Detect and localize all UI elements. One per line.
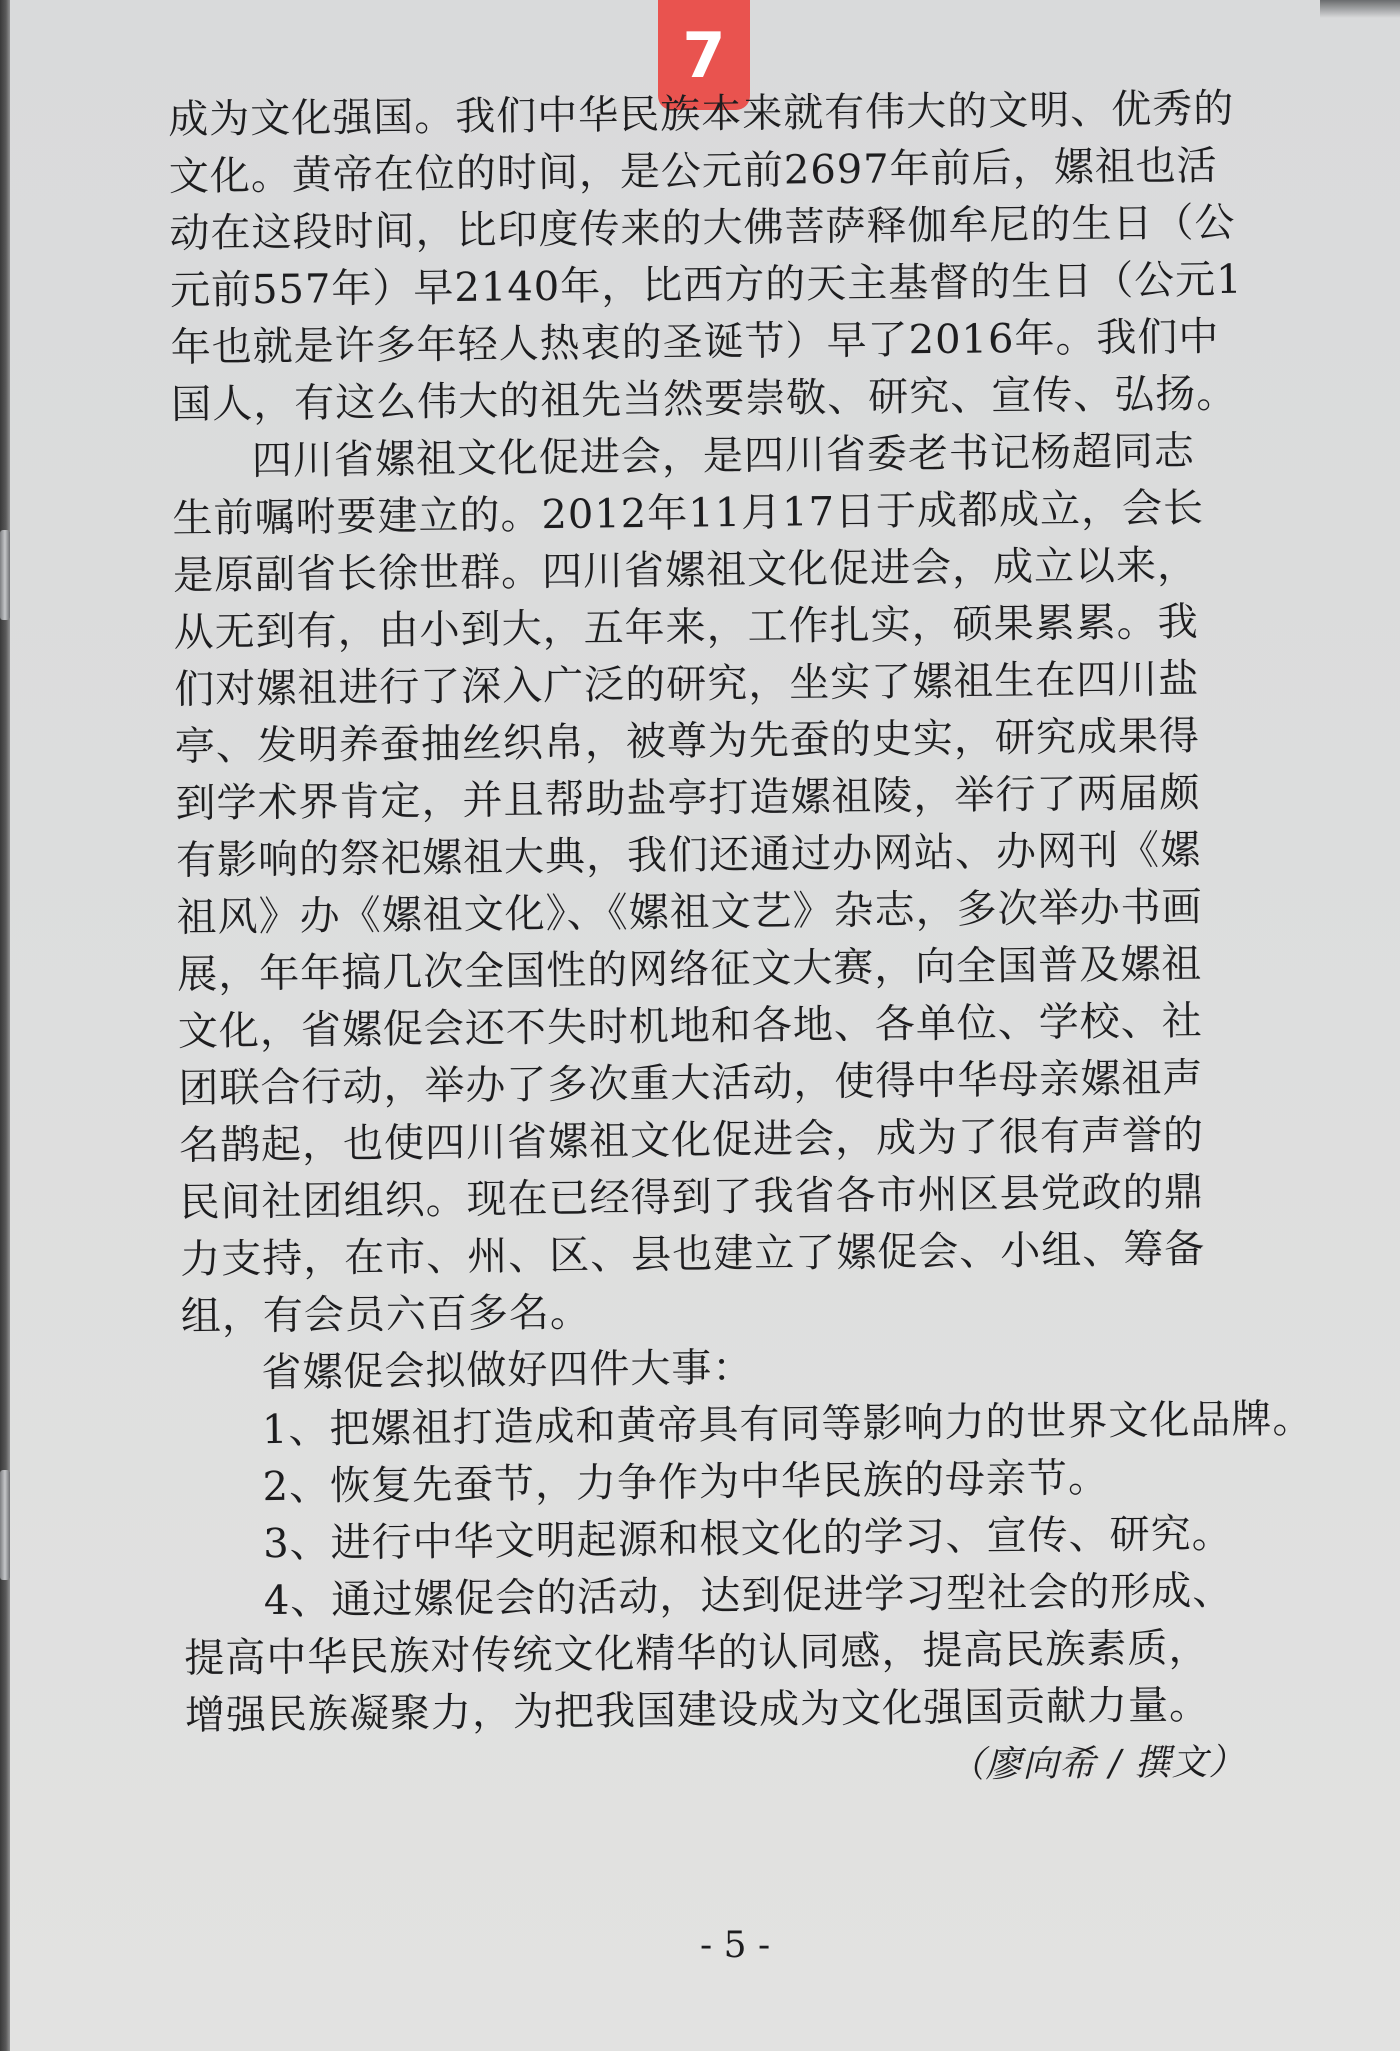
page-badge: 7 bbox=[658, 0, 750, 110]
text-line: 增强民族凝聚力，为把我国建设成为文化强国贡献力量。 bbox=[184, 1682, 1211, 1739]
text-line: 祖风》办《嫘祖文化》、《嫘祖文艺》杂志，多次举办书画 bbox=[176, 884, 1203, 941]
text-line: 团联合行动，举办了多次重大活动，使得中华母亲嫘祖声 bbox=[178, 1055, 1204, 1112]
text-line: 国人，有这么伟大的祖先当然要崇敬、研究、宣传、弘扬。 bbox=[171, 370, 1238, 428]
text-line: 生前嘱咐要建立的。2012年11月17日于成都成立，会长 bbox=[172, 485, 1205, 542]
list-item: 1、把嫘祖打造成和黄帝具有同等影响力的世界文化品牌。 bbox=[261, 1396, 1314, 1454]
byline: （廖向希 / 撰文） bbox=[948, 1741, 1246, 1786]
list-item: 4、通过嫘促会的活动，达到促进学习型社会的形成、 bbox=[263, 1567, 1234, 1625]
corner-shadow bbox=[1320, 0, 1400, 18]
text-line: 民间社团组织。现在已经得到了我省各市州区县党政的鼎 bbox=[179, 1169, 1205, 1226]
text-line: 力支持，在市、州、区、县也建立了嫘促会、小组、筹备 bbox=[179, 1226, 1206, 1283]
staple-bottom bbox=[0, 1470, 10, 1580]
text-line: 提高中华民族对传统文化精华的认同感，提高民族素质， bbox=[184, 1625, 1210, 1682]
text-line: 动在这段时间，比印度传来的大佛菩萨释伽牟尼的生日（公 bbox=[169, 199, 1236, 257]
text-line: 亭、发明养蚕抽丝织帛，被尊为先蚕的史实，研究成果得 bbox=[174, 713, 1201, 770]
article-body bbox=[168, 80, 1314, 1801]
text-line: 名鹊起，也使四川省嫘祖文化促进会，成为了很有声誉的 bbox=[178, 1112, 1205, 1169]
staple-top bbox=[0, 530, 10, 620]
text-line: 展，年年搞几次全国性的网络征文大赛，向全国普及嫘祖 bbox=[177, 941, 1203, 998]
text-line: 元前557年）早2140年，比西方的天主基督的生日（公元1 bbox=[169, 256, 1243, 314]
text-line: 组，有会员六百多名。 bbox=[180, 1289, 592, 1340]
text-line: 文化。黄帝在位的时间，是公元前2697年前后，嫘祖也活 bbox=[168, 143, 1218, 200]
text-line: 成为文化强国。我们中华民族本来就有伟大的文明、优秀的 bbox=[168, 85, 1235, 143]
page-number: - 5 - bbox=[700, 1925, 771, 1966]
text-line: 是原副省长徐世群。四川省嫘祖文化促进会，成立以来， bbox=[172, 542, 1199, 599]
list-item: 2、恢复先蚕节，力争作为中华民族的母亲节。 bbox=[262, 1455, 1110, 1511]
text-line: 从无到有，由小到大，五年来，工作扎实，硕果累累。我 bbox=[173, 599, 1199, 656]
list-intro: 省嫘促会拟做好四件大事： bbox=[261, 1344, 754, 1397]
paragraph-start: 四川省嫘祖文化促进会，是四川省委老书记杨超同志 bbox=[251, 428, 1196, 485]
text-line: 有影响的祭祀嫘祖大典，我们还通过办网站、办网刊《嫘 bbox=[175, 827, 1202, 884]
text-line: 到学术界肯定，并且帮助盐亭打造嫘祖陵，举行了两届颇 bbox=[175, 770, 1201, 827]
text-line: 年也就是许多年轻人热衷的圣诞节）早了2016年。我们中 bbox=[170, 314, 1220, 371]
list-item: 3、进行中华文明起源和根文化的学习、宣传、研究。 bbox=[262, 1510, 1233, 1568]
text-line: 们对嫘祖进行了深入广泛的研究，坐实了嫘祖生在四川盐 bbox=[174, 656, 1200, 713]
text-line: 文化，省嫘促会还不失时机地和各地、各单位、学校、社 bbox=[177, 998, 1204, 1055]
